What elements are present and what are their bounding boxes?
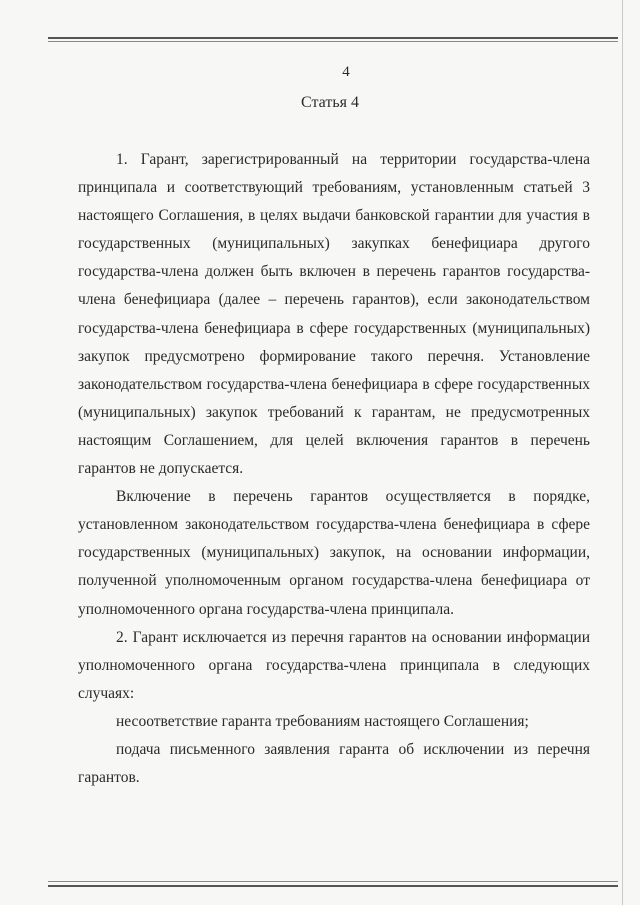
bottom-border-inner-line <box>48 881 618 882</box>
paragraph-5: подача письменного заявления гаранта об исключении из перечня гарантов. <box>78 740 590 787</box>
article-body <box>78 146 590 792</box>
article-title: Статья 4 <box>301 94 359 111</box>
bottom-border-line <box>48 885 618 887</box>
top-border-inner-line <box>48 41 618 42</box>
top-border-line <box>48 37 618 39</box>
scan-edge-line <box>622 0 623 905</box>
paragraph-4: несоответствие гаранта требованиям настоящего Соглашения; <box>116 712 529 730</box>
paragraph-1: 1. Гарант, зарегистрированный на территории государства-члена принципала и соответствующий требованиям, установленным статьей 3 настоящего Соглашения, в целях выдачи банковской гарантии для участия в государственных (муниципальных) закупках бенефициара другого государства-члена должен быть включен в перечень гарантов государства-члена бенефициара (далее – перечень гарантов), если законодательством государства-члена бенефициара в сфере государственных (муниципальных) закупок предусмотрено формирование такого перечня. Установление законодательством государства-члена бенефициара в сфере государственных (муниципальных) закупок требований к гарантам, не предусмотренных настоящим Соглашением, для целей включения гарантов в перечень гарантов не допускается. <box>78 151 590 478</box>
paragraph-3: 2. Гарант исключается из перечня гарантов на основании информации уполномоченного органа государства-члена принципала в следующих случаях: <box>78 628 590 702</box>
paragraph-2: Включение в перечень гарантов осуществляется в порядке, установленном законодательством государства-члена бенефициара в сфере государственных (муниципальных) закупок, на основании информации, полученной уполномоченным органом государства-члена бенефициара от уполномоченного органа государства-члена принципала. <box>78 488 590 618</box>
page-number: 4 <box>342 64 350 80</box>
